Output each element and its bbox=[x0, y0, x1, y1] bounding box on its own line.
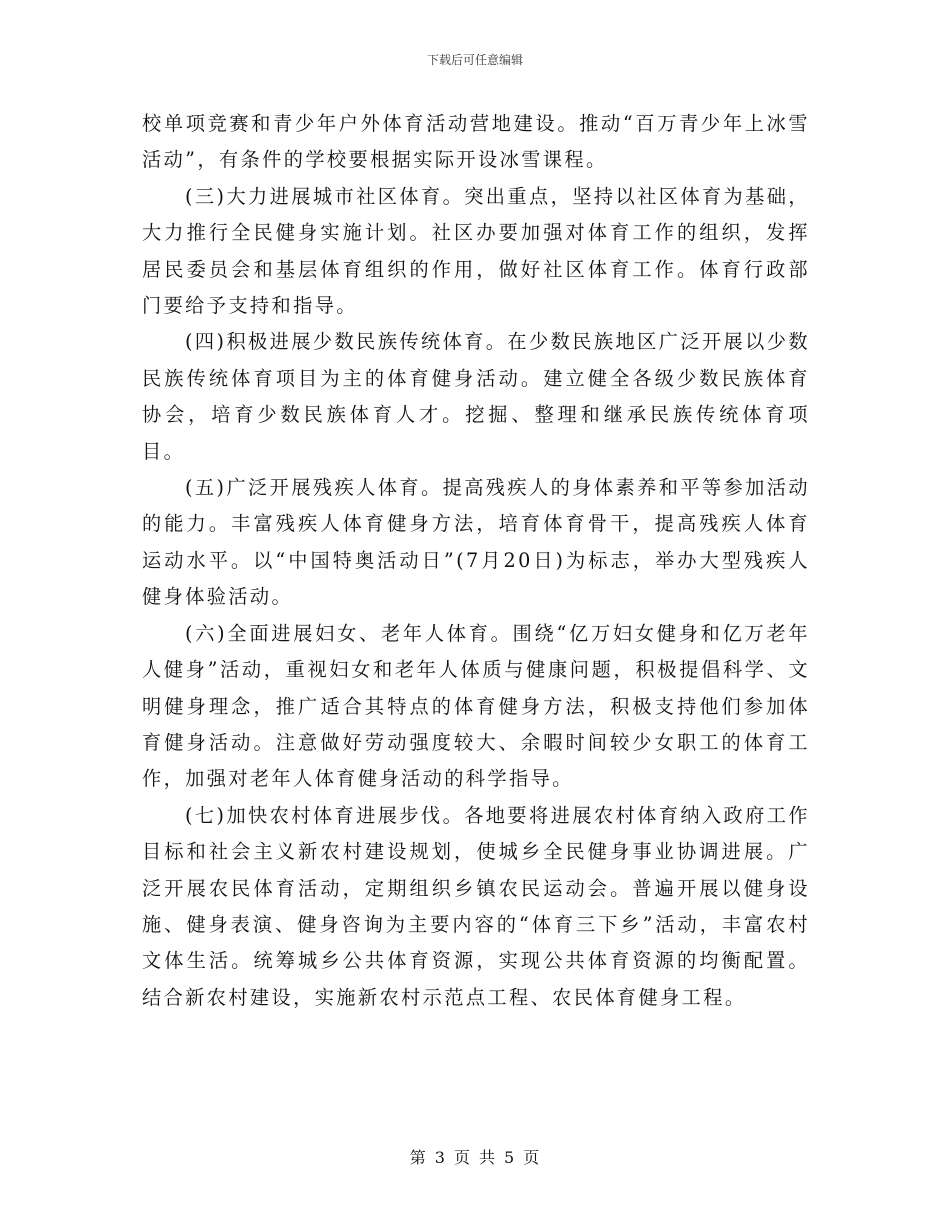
paragraph-disabled-sports: (五)广泛开展残疾人体育。提高残疾人的身体素养和平等参加活动的能力。丰富残疾人体育健身方法，培育体育骨干，提高残疾人体育运动水平。以“中国特奥活动日”(7月20日)为标志，举办大型残疾人健身体验活动。 bbox=[142, 476, 810, 609]
footer-page-unit: 页 bbox=[453, 1148, 471, 1167]
page-header: 下载后可任意编辑 bbox=[426, 53, 523, 67]
document-body bbox=[142, 106, 810, 1016]
footer-total-pages: 5 bbox=[504, 1148, 516, 1167]
paragraph-women-elderly-sports: (六)全面进展妇女、老年人体育。围绕“亿万妇女健身和亿万老年人健身”活动，重视妇女和老年人体质与健康问题，积极提倡科学、文明健身理念，推广适合其特点的体育健身方法，积极支持他们参加体育健身活动。注意做好劳动强度较大、余暇时间较少女职工的体育工作，加强对老年人体育健身活动的科学指导。 bbox=[142, 621, 810, 791]
paragraph-ethnic-sports: (四)积极进展少数民族传统体育。在少数民族地区广泛开展以少数民族传统体育项目为主的体育健身活动。建立健全各级少数民族体育协会，培育少数民族体育人才。挖掘、整理和继承民族传统体育项目。 bbox=[142, 330, 810, 463]
footer-total-unit: 页 bbox=[523, 1148, 541, 1167]
paragraph-continuation: 校单项竞赛和青少年户外体育活动营地建设。推动“百万青少年上冰雪活动”，有条件的学校要根据实际开设冰雪课程。 bbox=[142, 112, 810, 172]
page-footer bbox=[0, 1147, 950, 1169]
paragraph-rural-sports: (七)加快农村体育进展步伐。各地要将进展农村体育纳入政府工作目标和社会主义新农村建设规划，使城乡全民健身事业协调进展。广泛开展农民体育活动，定期组织乡镇农民运动会。普遍开展以健身设施、健身表演、健身咨询为主要内容的“体育三下乡”活动，丰富农村文体生活。统筹城乡公共体育资源，实现公共体育资源的均衡配置。结合新农村建设，实施新农村示范点工程、农民体育健身工程。 bbox=[142, 803, 810, 1009]
footer-current-page: 3 bbox=[434, 1148, 446, 1167]
paragraph-community-sports: (三)大力进展城市社区体育。突出重点，坚持以社区体育为基础，大力推行全民健身实施计划。社区办要加强对体育工作的组织，发挥居民委员会和基层体育组织的作用，做好社区体育工作。体育行政部门要给予支持和指导。 bbox=[142, 184, 810, 318]
footer-prefix: 第 bbox=[409, 1148, 427, 1167]
footer-total-prefix: 共 bbox=[479, 1148, 497, 1167]
